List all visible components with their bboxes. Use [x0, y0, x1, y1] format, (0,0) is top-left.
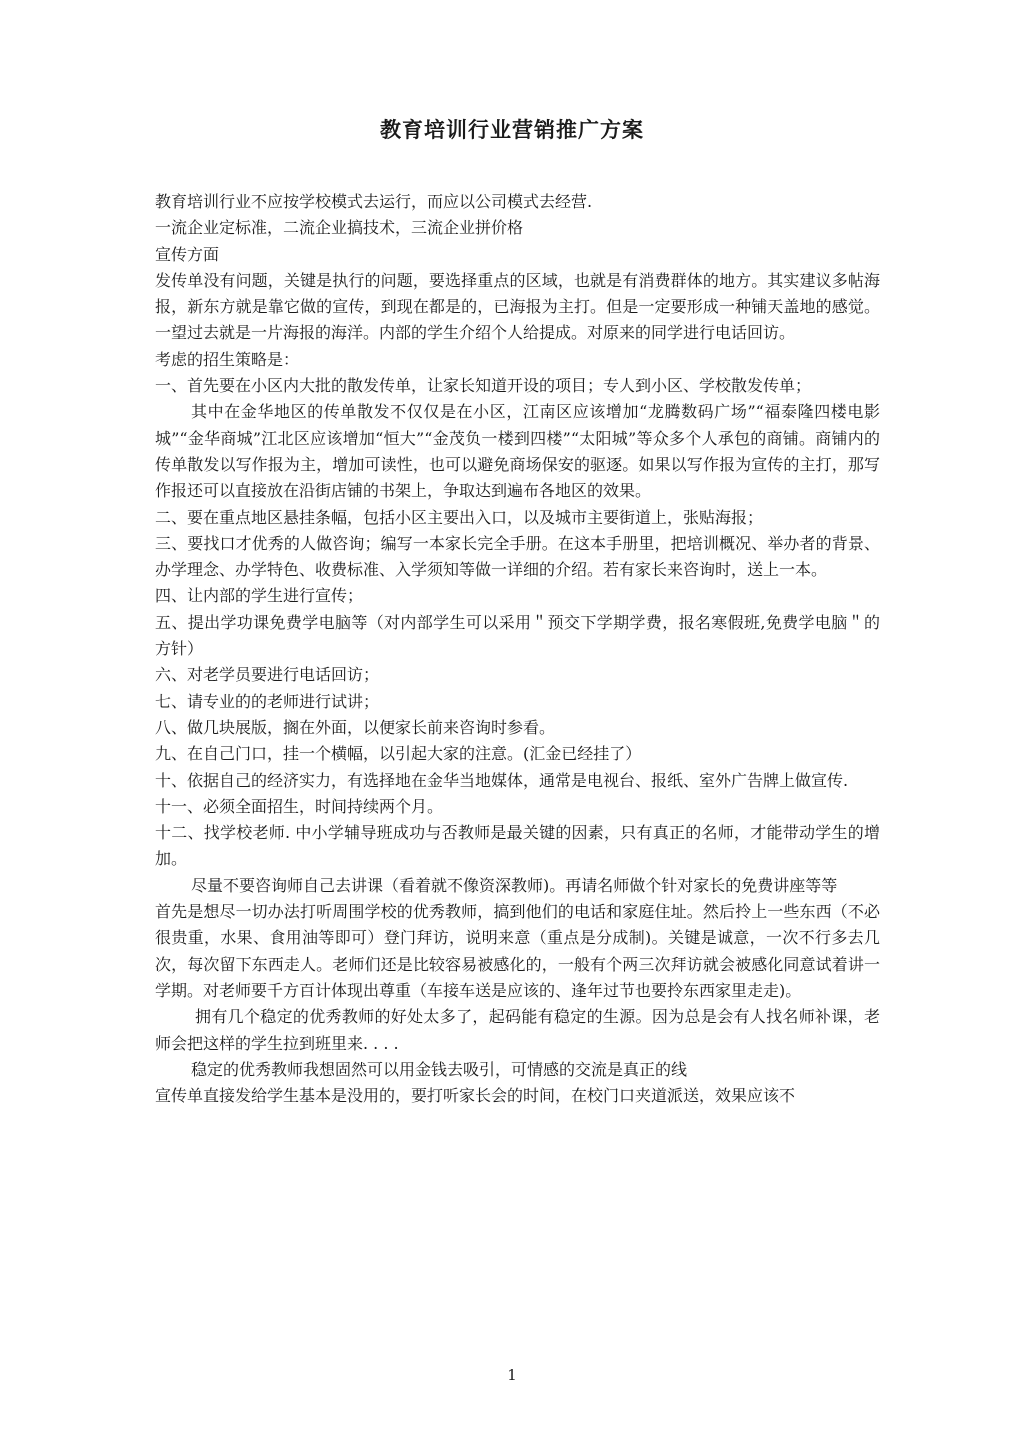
paragraph: 稳定的优秀教师我想固然可以用金钱去吸引，可情感的交流是真正的线	[191, 1059, 688, 1079]
page-number: 1	[507, 1366, 517, 1384]
list-item: 十二、找学校老师. 中小学辅导班成功与否教师是最关键的因素，只有真正的名师，才能带动学生的增加。	[155, 823, 880, 869]
document-body	[155, 189, 880, 1109]
list-item: 十、依据自己的经济实力，有选择地在金华当地媒体，通常是电视台、报纸、室外广告牌上做宣传.	[155, 770, 849, 790]
list-item: 三、要找口才优秀的人做咨询；编写一本家长完全手册。在这本手册里，把培训概况、举办者的背景、办学理念、办学特色、收费标准、入学须知等做一详细的介绍。若有家长来咨询时，送上一本。	[155, 533, 880, 580]
paragraph: 拥有几个稳定的优秀教师的好处太多了，起码能有稳定的生源。因为总是会有人找名师补课，老师会把这样的学生拉到班里来. . . .	[155, 1007, 880, 1053]
paragraph: 考虑的招生策略是：	[155, 349, 300, 369]
paragraph: 宣传方面	[155, 244, 220, 264]
paragraph: 尽量不要咨询师自己去讲课（看着就不像资深教师)。再请名师做个针对家长的免费讲座等等	[191, 875, 838, 895]
paragraph: 一流企业定标准，二流企业搞技术，三流企业拼价格	[155, 218, 524, 238]
list-item: 二、要在重点地区悬挂条幅，包括小区主要出入口，以及城市主要街道上，张贴海报；	[155, 507, 764, 527]
list-item: 八、做几块展版，搁在外面，以便家长前来咨询时参看。	[155, 717, 556, 737]
paragraph: 教育培训行业不应按学校模式去运行，而应以公司模式去经营.	[155, 192, 593, 211]
document-title: 教育培训行业营销推广方案	[380, 118, 644, 142]
list-item: 十一、必须全面招生，时间持续两个月。	[155, 796, 444, 816]
list-item: 七、请专业的的老师进行试讲；	[155, 691, 380, 711]
paragraph: 首先是想尽一切办法打听周围学校的优秀教师，搞到他们的电话和家庭住址。然后拎上一些东西（不必很贵重，水果、食用油等即可）登门拜访，说明来意（重点是分成制)。关键是诚意，一次不行多去几次，每次留下东西走人。老师们还是比较容易被感化的，一般有个两三次拜访就会被感化同意试着讲一学期。对老师要千方百计体现出尊重（车接车送是应该的、逢年过节也要拎东西家里走走)。	[155, 902, 880, 1000]
list-item: 五、提出学功课免费学电脑等（对内部学生可以采用＂预交下学期学费，报名寒假班,免费学电脑＂的方针）	[155, 612, 880, 659]
paragraph: 其中在金华地区的传单散发不仅仅是在小区，江南区应该增加“龙腾数码广场”“福泰隆四楼电影城”“金华商城”江北区应该增加“恒大”“金茂负一楼到四楼”“太阳城”等众多个人承包的商铺。商铺内的传单散发以写作报为主，增加可读性，也可以避免商场保安的驱逐。如果以写作报为宣传的主打，那写作报还可以直接放在沿街店铺的书架上，争取达到遍布各地区的效果。	[155, 402, 880, 501]
paragraph: 宣传单直接发给学生基本是没用的，要打听家长会的时间，在校门口夹道派送，效果应该不	[155, 1086, 796, 1106]
list-item: 九、在自己门口，挂一个横幅，以引起大家的注意。(汇金已经挂了）	[155, 744, 642, 764]
list-item: 六、对老学员要进行电话回访；	[155, 665, 380, 685]
paragraph: 发传单没有问题，关键是执行的问题，要选择重点的区域，也就是有消费群体的地方。其实建议多帖海报，新东方就是靠它做的宣传，到现在都是的，已海报为主打。但是一定要形成一种铺天盖地的感觉。一望过去就是一片海报的海洋。内部的学生介绍个人给提成。对原来的同学进行电话回访。	[155, 270, 880, 343]
list-item: 一、首先要在小区内大批的散发传单，让家长知道开设的项目；专人到小区、学校散发传单；	[155, 376, 812, 396]
list-item: 四、让内部的学生进行宣传；	[155, 586, 364, 606]
